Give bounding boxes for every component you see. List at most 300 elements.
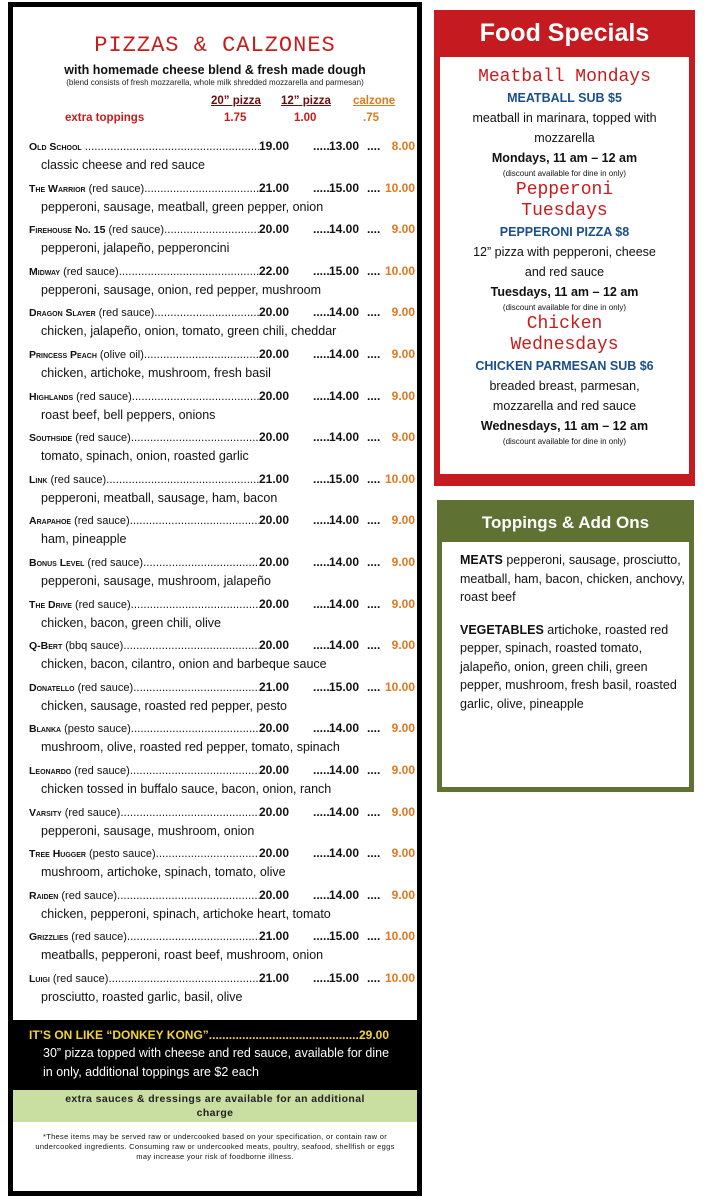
pizza-item xyxy=(13,719,417,761)
pizza-price-row xyxy=(13,220,417,238)
pizza-sauce: (red sauce) xyxy=(75,432,131,445)
pizza-prices xyxy=(259,511,417,529)
leader-dots xyxy=(367,220,381,238)
price-12-inch: 14.00 xyxy=(329,638,360,653)
pizza-prices xyxy=(259,595,417,613)
pizza-name: Dragon Slayer xyxy=(29,307,96,320)
pizza-name: Firehouse No. 15 xyxy=(29,224,106,237)
leader-dots xyxy=(313,220,329,238)
toppings-list xyxy=(442,542,689,787)
price-12-inch: 14.00 xyxy=(329,346,360,361)
leader-dots xyxy=(367,428,381,446)
pizza-item xyxy=(13,262,417,304)
leader-dots xyxy=(131,596,259,613)
leader-dots xyxy=(156,845,259,862)
extra-toppings-12-price: 1.00 xyxy=(294,112,317,124)
pizza-sauce: (red sauce) xyxy=(71,931,127,944)
pizza-item xyxy=(13,179,417,221)
pizza-sauce: (red sauce) xyxy=(87,556,144,569)
vegetables-group xyxy=(460,621,689,714)
leader-dots xyxy=(367,470,381,488)
vegetables-list: artichoke, roasted red pepper, spinach, roasted tomato, jalapeño, onion, green chili, green pepper, mushroom, fresh basil, roasted garlic, olive, pineapple xyxy=(460,622,677,711)
pizza-name: Blanka xyxy=(29,723,62,736)
pizza-item xyxy=(13,803,417,845)
price-calzone: 10.00 xyxy=(384,263,415,278)
leader-dots xyxy=(85,138,259,155)
leader-dots xyxy=(367,303,381,321)
pizza-name: Bonus Level xyxy=(29,556,85,569)
price-calzone: 10.00 xyxy=(384,180,415,195)
pizza-name: Q-Bert xyxy=(29,640,63,653)
price-calzone: 9.00 xyxy=(391,804,415,819)
price-12-inch: 13.00 xyxy=(329,139,360,153)
pizza-description: prosciutto, roasted garlic, basil, olive xyxy=(41,989,243,1004)
leader-dots xyxy=(367,137,381,155)
price-12-inch: 14.00 xyxy=(329,887,360,902)
price-20-inch: 21.00 xyxy=(259,471,290,486)
pizza-prices xyxy=(259,761,417,779)
special-day: Pepperoni Tuesdays xyxy=(515,180,614,221)
price-20-inch: 21.00 xyxy=(259,929,290,944)
price-12-inch: 15.00 xyxy=(329,471,360,486)
pizza-sauce: (red sauce) xyxy=(64,806,121,819)
pizza-prices xyxy=(259,969,417,987)
menu-title: PIZZAS & CALZONES xyxy=(94,33,336,58)
pizza-sauce: (red sauce) xyxy=(74,598,131,611)
leader-dots xyxy=(367,511,381,529)
special-hours: Tuesdays, 11 am – 12 am xyxy=(490,285,639,299)
special-item xyxy=(440,314,689,448)
pizza-prices xyxy=(259,220,417,238)
pizza-item xyxy=(13,595,417,637)
leader-dots xyxy=(367,262,381,280)
leader-dots xyxy=(367,844,381,862)
leader-dots xyxy=(144,180,259,197)
special-offer: CHICKEN PARMESAN SUB $6 xyxy=(475,359,654,373)
leader-dots xyxy=(313,137,329,155)
leader-dots xyxy=(133,679,259,696)
leader-dots xyxy=(367,678,381,696)
pizza-sauce: (red sauce) xyxy=(74,515,130,528)
vegetables-label: VEGETABLES xyxy=(460,622,544,637)
column-calzone: calzone xyxy=(353,95,396,107)
pizza-price-row xyxy=(13,761,417,779)
pizza-name: Leonardo xyxy=(29,764,72,777)
pizza-description: classic cheese and red sauce xyxy=(41,158,205,172)
leader-dots xyxy=(367,719,381,737)
leader-dots xyxy=(367,927,381,945)
pizza-item xyxy=(13,387,417,429)
pizza-sauce: (red sauce) xyxy=(77,681,134,694)
special-note: (discount available for dine in only) xyxy=(502,437,627,446)
pizza-price-row xyxy=(13,553,417,571)
pizza-description: pepperoni, jalapeño, pepperoncini xyxy=(41,241,230,256)
price-calzone: 9.00 xyxy=(391,887,415,902)
leader-dots xyxy=(313,719,329,737)
price-12-inch: 14.00 xyxy=(329,596,360,611)
pizza-description: pepperoni, sausage, onion, red pepper, mushroom xyxy=(41,282,322,297)
leader-dots xyxy=(120,804,259,821)
price-calzone: 9.00 xyxy=(391,846,415,861)
price-calzone: 10.00 xyxy=(384,679,415,694)
price-20-inch: 20.00 xyxy=(259,388,290,403)
leader-dots xyxy=(313,303,329,321)
pizza-description: mushroom, olive, roasted red pepper, tomato, spinach xyxy=(41,740,340,755)
pizza-prices xyxy=(259,719,417,737)
price-calzone: 9.00 xyxy=(391,596,415,611)
price-calzone: 9.00 xyxy=(391,638,415,653)
pizza-item xyxy=(13,345,417,387)
price-calzone: 9.00 xyxy=(391,305,415,320)
price-20-inch: 20.00 xyxy=(259,513,290,528)
price-12-inch: 14.00 xyxy=(329,430,360,445)
pizza-price-row xyxy=(13,511,417,529)
leader-dots xyxy=(313,595,329,613)
pizza-sauce: (red sauce) xyxy=(76,390,132,403)
donkey-kong-special xyxy=(13,1020,417,1090)
special-hours: Wednesdays, 11 am – 12 am xyxy=(480,419,649,433)
pizza-item xyxy=(13,553,417,595)
price-20-inch: 20.00 xyxy=(259,762,290,777)
price-12-inch: 15.00 xyxy=(329,970,360,985)
special-item xyxy=(440,180,689,314)
leader-dots xyxy=(164,221,259,238)
leader-dots xyxy=(367,179,381,197)
leader-dots xyxy=(367,595,381,613)
leader-dots xyxy=(313,844,329,862)
price-20-inch: 20.00 xyxy=(259,887,290,902)
leader-dots xyxy=(313,428,329,446)
pizza-price-row xyxy=(13,428,417,446)
pizza-price-row xyxy=(13,137,417,155)
donkey-kong-description: 30” pizza topped with cheese and red sauce, available for dine in only, additional toppings are $2 each xyxy=(43,1046,390,1079)
leader-dots xyxy=(313,553,329,571)
pizza-description: chicken, artichoke, mushroom, fresh basil xyxy=(41,365,271,380)
leader-dots xyxy=(367,803,381,821)
leader-dots xyxy=(106,471,259,488)
pizza-item xyxy=(13,428,417,470)
pizza-prices xyxy=(259,262,417,280)
pizza-prices xyxy=(259,470,417,488)
pizza-item xyxy=(13,303,417,345)
pizza-description: chicken, bacon, green chili, olive xyxy=(41,615,221,630)
pizza-description: ham, pineapple xyxy=(41,532,127,547)
price-20-inch: 20.00 xyxy=(259,638,290,653)
food-specials-title: Food Specials xyxy=(479,19,650,47)
meats-label: MEATS xyxy=(460,553,503,567)
leader-dots xyxy=(117,887,259,904)
pizza-name: Luigi xyxy=(29,972,50,985)
donkey-kong-price: 29.00 xyxy=(358,1028,389,1042)
pizza-item xyxy=(13,844,417,886)
pizza-price-row xyxy=(13,179,417,197)
price-20-inch: 20.00 xyxy=(259,430,290,445)
pizza-name: Tree Hugger xyxy=(29,848,86,861)
leader-dots xyxy=(130,512,259,529)
pizza-prices xyxy=(259,387,417,405)
price-column-header xyxy=(13,95,417,129)
pizza-description: tomato, spinach, onion, roasted garlic xyxy=(41,449,249,464)
pizza-description: chicken, pepperoni, spinach, artichoke heart, tomato xyxy=(41,906,331,921)
extra-sauces-note: extra sauces & dressings are available for an additional charge xyxy=(13,1090,417,1122)
pizza-name: Grizzlies xyxy=(29,931,69,944)
leader-dots xyxy=(108,970,259,987)
price-12-inch: 15.00 xyxy=(329,263,360,278)
special-offer: PEPPERONI PIZZA $8 xyxy=(499,225,630,239)
leader-dots xyxy=(123,637,259,654)
price-12-inch: 14.00 xyxy=(329,554,360,569)
price-20-inch: 20.00 xyxy=(259,305,290,320)
pizza-item xyxy=(13,220,417,262)
pizza-item xyxy=(13,678,417,720)
pizza-sauce: (red sauce) xyxy=(50,473,107,486)
price-calzone: 10.00 xyxy=(384,471,415,486)
pizza-name: Donatello xyxy=(29,681,75,694)
leader-dots xyxy=(127,928,259,945)
leader-dots xyxy=(313,470,329,488)
price-12-inch: 14.00 xyxy=(329,513,360,528)
leader-dots xyxy=(367,387,381,405)
donkey-kong-row xyxy=(13,1028,417,1042)
pizza-prices xyxy=(259,303,417,321)
pizza-prices xyxy=(259,678,417,696)
leader-dots xyxy=(367,553,381,571)
pizza-sauce: (red sauce) xyxy=(98,307,155,320)
toppings-title: Toppings & Add Ons xyxy=(481,513,650,532)
cheese-blend-note: (blend consists of fresh mozzarella, whole milk shredded mozzarella and parmesan) xyxy=(66,78,364,87)
price-20-inch: 20.00 xyxy=(259,804,290,819)
leader-dots xyxy=(313,761,329,779)
pizza-price-row xyxy=(13,345,417,363)
pizza-name: Old School xyxy=(29,141,82,153)
pizza-price-row xyxy=(13,262,417,280)
price-20-inch: 20.00 xyxy=(259,346,290,361)
pizza-description: pepperoni, meatball, sausage, ham, bacon xyxy=(41,490,278,505)
price-12-inch: 14.00 xyxy=(329,222,360,237)
pizza-name: Princess Peach xyxy=(29,348,97,361)
special-description: meatball in marinara, topped with mozzarella xyxy=(472,111,657,145)
price-12-inch: 15.00 xyxy=(329,180,360,195)
price-calzone: 9.00 xyxy=(391,762,415,777)
pizza-prices xyxy=(259,137,417,155)
pizza-description: mushroom, artichoke, spinach, tomato, olive xyxy=(41,865,286,880)
pizza-prices xyxy=(259,345,417,363)
pizza-sauce: (olive oil) xyxy=(99,348,144,361)
leader-dots xyxy=(154,304,259,321)
special-note: (discount available for dine in only) xyxy=(502,169,627,178)
pizza-description: roast beef, bell peppers, onions xyxy=(41,407,216,422)
pizza-item xyxy=(13,761,417,803)
price-20-inch: 20.00 xyxy=(259,554,290,569)
pizza-prices xyxy=(259,636,417,654)
price-20-inch: 20.00 xyxy=(259,596,290,611)
pizza-item xyxy=(13,470,417,512)
price-calzone: 9.00 xyxy=(391,554,415,569)
leader-dots xyxy=(367,969,381,987)
special-day: Chicken Wednesdays xyxy=(510,314,619,355)
price-12-inch: 15.00 xyxy=(329,679,360,694)
pizza-price-row xyxy=(13,678,417,696)
pizza-name: Highlands xyxy=(29,390,74,403)
pizza-price-row xyxy=(13,303,417,321)
pizza-price-row xyxy=(13,719,417,737)
pizza-sauce: (red sauce) xyxy=(108,224,165,237)
leader-dots xyxy=(313,345,329,363)
leader-dots xyxy=(313,678,329,696)
pizza-item xyxy=(13,511,417,553)
pizza-description: pepperoni, sausage, mushroom, jalapeño xyxy=(41,573,272,588)
leader-dots xyxy=(367,761,381,779)
special-offer: MEATBALL SUB $5 xyxy=(507,91,622,105)
pizza-sauce: (bbq sauce) xyxy=(65,640,124,653)
leader-dots xyxy=(313,636,329,654)
price-12-inch: 14.00 xyxy=(329,721,360,736)
food-specials-panel xyxy=(434,10,695,486)
price-12-inch: 14.00 xyxy=(329,388,360,403)
price-calzone: 9.00 xyxy=(391,346,415,361)
pizza-description: pepperoni, sausage, meatball, green pepper, onion xyxy=(41,199,324,214)
pizza-item xyxy=(13,137,417,179)
leader-dots xyxy=(313,927,329,945)
leader-dots xyxy=(143,554,259,571)
special-day: Meatball Mondays xyxy=(478,67,651,87)
extra-toppings-calzone-price: .75 xyxy=(363,112,379,124)
leader-dots xyxy=(313,511,329,529)
special-hours: Mondays, 11 am – 12 am xyxy=(491,151,638,165)
price-calzone: 10.00 xyxy=(384,929,415,944)
leader-dots xyxy=(119,263,259,280)
pizza-item xyxy=(13,886,417,928)
price-calzone: 9.00 xyxy=(391,222,415,237)
pizza-name: Midway xyxy=(29,265,61,278)
price-calzone: 9.00 xyxy=(391,513,415,528)
pizza-item xyxy=(13,636,417,678)
pizza-name: Raiden xyxy=(29,889,59,902)
leader-dots xyxy=(313,969,329,987)
pizza-name: Varsity xyxy=(29,806,62,819)
pizza-sauce: (pesto sauce) xyxy=(64,723,131,736)
menu-subtitle: with homemade cheese blend & fresh made dough xyxy=(64,63,366,77)
price-20-inch: 21.00 xyxy=(259,180,290,195)
pizza-price-row xyxy=(13,387,417,405)
pizza-name: Link xyxy=(29,473,48,486)
pizza-menu-panel xyxy=(8,2,422,1196)
special-description: 12” pizza with pepperoni, cheese and red sauce xyxy=(473,245,656,279)
pizza-description: chicken, jalapeño, onion, tomato, green chili, cheddar xyxy=(41,324,337,339)
leader-dots xyxy=(313,179,329,197)
pizza-price-row xyxy=(13,886,417,904)
leader-dots xyxy=(132,388,259,405)
price-12-inch: 14.00 xyxy=(329,846,360,861)
pizza-prices xyxy=(259,428,417,446)
pizza-price-row xyxy=(13,927,417,945)
price-calzone: 9.00 xyxy=(391,721,415,736)
pizza-sauce: (red sauce) xyxy=(52,972,109,985)
pizza-price-row xyxy=(13,636,417,654)
pizza-prices xyxy=(259,179,417,197)
price-20-inch: 21.00 xyxy=(259,970,290,985)
toppings-panel xyxy=(437,500,694,792)
price-20-inch: 22.00 xyxy=(259,263,290,278)
leader-dots xyxy=(367,886,381,904)
leader-dots xyxy=(313,387,329,405)
pizza-prices xyxy=(259,844,417,862)
pizza-prices xyxy=(259,886,417,904)
price-12-inch: 14.00 xyxy=(329,305,360,320)
meats-group xyxy=(460,551,689,607)
leader-dots xyxy=(144,346,259,363)
price-20-inch: 20.00 xyxy=(259,222,290,237)
meats-list: pepperoni, sausage, prosciutto, meatball, ham, bacon, chicken, anchovy, roast beef xyxy=(460,553,685,604)
pizza-price-row xyxy=(13,844,417,862)
leader-dots xyxy=(131,720,259,737)
price-12-inch: 15.00 xyxy=(329,929,360,944)
pizza-prices xyxy=(259,803,417,821)
pizza-description: chicken, bacon, cilantro, onion and barbeque sauce xyxy=(41,657,327,672)
pizza-item xyxy=(13,927,417,969)
column-20-inch: 20” pizza xyxy=(211,95,261,107)
pizza-price-row xyxy=(13,969,417,987)
pizza-description: meatballs, pepperoni, roast beef, mushroom, onion xyxy=(41,948,324,963)
leader-dots xyxy=(313,886,329,904)
special-item xyxy=(440,67,689,180)
leader-dots xyxy=(131,429,259,446)
price-20-inch: 19.00 xyxy=(259,139,290,153)
pizza-sauce: (pesto sauce) xyxy=(88,848,156,861)
pizza-price-row xyxy=(13,595,417,613)
pizza-sauce: (red sauce) xyxy=(88,182,145,195)
pizza-description: chicken tossed in buffalo sauce, bacon, onion, ranch xyxy=(41,781,332,796)
special-description: breaded breast, parmesan, mozzarella and red sauce xyxy=(489,379,640,413)
pizza-sauce: (red sauce) xyxy=(63,265,119,278)
price-20-inch: 21.00 xyxy=(259,679,290,694)
pizza-name: Arapahoe xyxy=(29,515,72,528)
leader-dots xyxy=(130,762,259,779)
price-20-inch: 20.00 xyxy=(259,846,290,861)
pizza-list xyxy=(13,137,417,1010)
pizza-name: Southside xyxy=(29,432,73,445)
pizza-description: pepperoni, sausage, mushroom, onion xyxy=(41,823,255,838)
pizza-sauce: (red sauce) xyxy=(61,889,118,902)
price-20-inch: 20.00 xyxy=(259,721,290,736)
extra-toppings-20-price: 1.75 xyxy=(224,112,247,124)
special-note: (discount available for dine in only) xyxy=(502,303,627,312)
leader-dots xyxy=(367,345,381,363)
pizza-name: The Drive xyxy=(29,598,72,611)
price-12-inch: 14.00 xyxy=(329,804,360,819)
pizza-price-row xyxy=(13,470,417,488)
pizza-price-row xyxy=(13,803,417,821)
pizza-sauce: (red sauce) xyxy=(74,764,130,777)
extra-toppings-label: extra toppings xyxy=(65,112,145,124)
leader-dots xyxy=(313,803,329,821)
price-calzone: 8.00 xyxy=(391,139,415,153)
pizza-item xyxy=(13,969,417,1011)
pizza-description: chicken, sausage, roasted red pepper, pesto xyxy=(41,698,287,713)
food-specials-list xyxy=(440,57,689,474)
price-calzone: 9.00 xyxy=(391,388,415,403)
leader-dots xyxy=(209,1028,359,1042)
pizza-prices xyxy=(259,927,417,945)
price-12-inch: 14.00 xyxy=(329,762,360,777)
pizza-prices xyxy=(259,553,417,571)
pizza-name: The Warrior xyxy=(29,182,86,195)
donkey-kong-name: IT’S ON LIKE “DONKEY KONG” xyxy=(29,1028,209,1042)
raw-food-disclaimer: *These items may be served raw or undercooked based on your specification, or contain raw or undercooked ingredients. Consuming raw or undercooked meats, poultry, seafood, shellfish or eggs may increase your risk of foodborne illness. xyxy=(13,1122,417,1191)
leader-dots xyxy=(367,636,381,654)
price-calzone: 10.00 xyxy=(384,970,415,985)
pizza-menu-content xyxy=(13,7,417,1020)
